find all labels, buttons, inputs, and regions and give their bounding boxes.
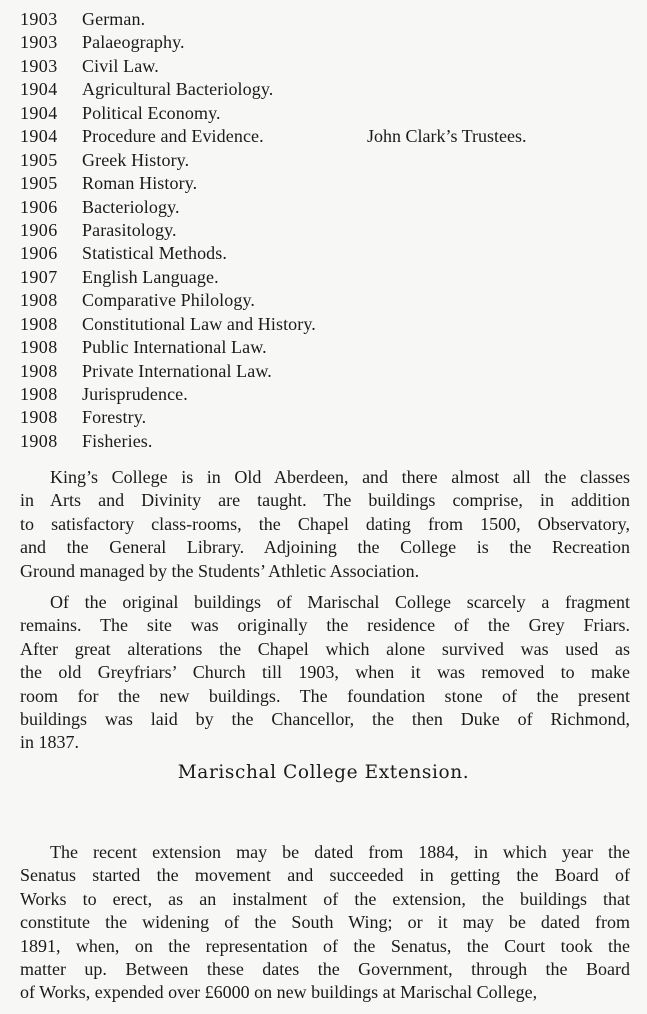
paragraph-line: Ground managed by the Students’ Athletic Association. xyxy=(20,560,420,581)
list-item xyxy=(20,102,630,125)
paragraph-line: King’s College is in Old Aberdeen, and there almost all the classes xyxy=(50,467,630,487)
paragraph-line: room for the new buildings. The foundation stone of the present xyxy=(20,685,630,706)
paragraph-line: buildings was laid by the Chancellor, the then Duke of Richmond, xyxy=(20,708,630,729)
paragraph-line: After great alterations the Chapel which alone survived was used as xyxy=(20,638,630,659)
list-item-subject: Public International Law. xyxy=(82,337,267,358)
list-item xyxy=(20,383,630,406)
list-item-year: 1908 xyxy=(20,337,58,358)
list-item-subject: Constitutional Law and History. xyxy=(82,313,316,334)
list-item xyxy=(20,430,630,453)
list-item-subject: Political Economy. xyxy=(82,102,221,123)
paragraph-line: and the General Library. Adjoining the College is the Recreation xyxy=(20,537,630,558)
paragraph-line: to satisfactory class-rooms, the Chapel dating from 1500, Observatory, xyxy=(20,513,630,534)
list-item-year: 1906 xyxy=(20,243,58,264)
list-item xyxy=(20,125,630,148)
list-item-subject: Jurisprudence. xyxy=(82,384,188,404)
section-heading: Marischal College Extension. xyxy=(177,762,470,783)
paragraph-line: constitute the widening of the South Wing; or it may be dated from xyxy=(20,912,630,933)
paragraph-line: remains. The site was originally the residence of the Grey Friars. xyxy=(20,615,630,636)
list-item-year: 1905 xyxy=(20,173,58,194)
paragraph-line: in Arts and Divinity are taught. The buildings comprise, in addition xyxy=(20,490,630,511)
list-item-year: 1903 xyxy=(20,32,58,53)
list-item-year: 1908 xyxy=(20,313,58,334)
list-item xyxy=(20,8,630,31)
paragraph-line: matter up. Between these dates the Government, through the Board xyxy=(20,958,630,979)
paragraph-extension xyxy=(20,841,630,1005)
list-item-subject: Palaeography. xyxy=(82,32,185,53)
list-item-donor: John Clark’s Trustees. xyxy=(367,126,527,147)
list-item xyxy=(20,313,630,336)
paragraph-line: the old Greyfriars’ Church till 1903, when it was removed to make xyxy=(20,662,630,683)
list-item-year: 1908 xyxy=(20,360,58,381)
list-item-subject: Civil Law. xyxy=(82,55,159,76)
list-item xyxy=(20,149,630,172)
list-item xyxy=(20,289,630,312)
list-item xyxy=(20,31,630,54)
list-item-subject: Forestry. xyxy=(82,407,147,428)
list-item-year: 1906 xyxy=(20,196,58,217)
list-item-year: 1905 xyxy=(20,149,58,170)
list-item-year: 1903 xyxy=(20,9,58,29)
paragraph-marischal-original xyxy=(20,591,630,755)
list-item-year: 1908 xyxy=(20,384,58,404)
list-item-year: 1908 xyxy=(20,290,58,311)
list-item-subject: Parasitology. xyxy=(82,219,177,240)
list-item-subject: Private International Law. xyxy=(82,360,272,381)
list-item-year: 1907 xyxy=(20,266,58,287)
paragraph-line: Works to erect, as an instalment of the extension, the buildings that xyxy=(20,888,630,909)
list-item xyxy=(20,336,630,359)
list-item-subject: Roman History. xyxy=(82,173,198,194)
paragraph-line: Senatus started the movement and succeeded in getting the Board of xyxy=(20,865,630,886)
list-item xyxy=(20,242,630,265)
paragraph-line: Of the original buildings of Marischal College scarcely a fragment xyxy=(50,592,630,612)
list-item-year: 1904 xyxy=(20,79,58,100)
list-item-subject: German. xyxy=(82,9,146,29)
list-item-year: 1903 xyxy=(20,55,58,76)
list-item xyxy=(20,406,630,429)
list-item xyxy=(20,172,630,195)
list-item-subject: Greek History. xyxy=(82,149,190,170)
list-item-subject: Procedure and Evidence. xyxy=(82,126,264,147)
list-item-subject: Bacteriology. xyxy=(82,196,180,217)
list-item-subject: Comparative Philology. xyxy=(82,290,256,311)
list-item-subject: Statistical Methods. xyxy=(82,243,227,264)
list-item xyxy=(20,196,630,219)
list-item-year: 1904 xyxy=(20,102,58,123)
list-item xyxy=(20,55,630,78)
paragraph-kings-college xyxy=(20,466,630,583)
paragraph-line: 1891, when, on the representation of the Senatus, the Court took the xyxy=(20,935,630,956)
paragraph-line: in 1837. xyxy=(20,732,80,753)
list-item xyxy=(20,360,630,383)
list-item-year: 1904 xyxy=(20,126,58,147)
list-item-year: 1908 xyxy=(20,407,58,428)
list-item-subject: English Language. xyxy=(82,266,219,287)
paragraph-line: of Works, expended over £6000 on new buildings at Marischal College, xyxy=(20,982,538,1003)
list-item xyxy=(20,78,630,101)
list-item-year: 1906 xyxy=(20,219,58,240)
list-item-subject: Fisheries. xyxy=(82,430,153,451)
list-item-year: 1908 xyxy=(20,430,58,451)
paragraph-line: The recent extension may be dated from 1884, in which year the xyxy=(50,842,630,862)
chairs-list xyxy=(20,8,630,453)
list-item xyxy=(20,266,630,289)
list-item xyxy=(20,219,630,242)
list-item-subject: Agricultural Bacteriology. xyxy=(82,79,274,100)
